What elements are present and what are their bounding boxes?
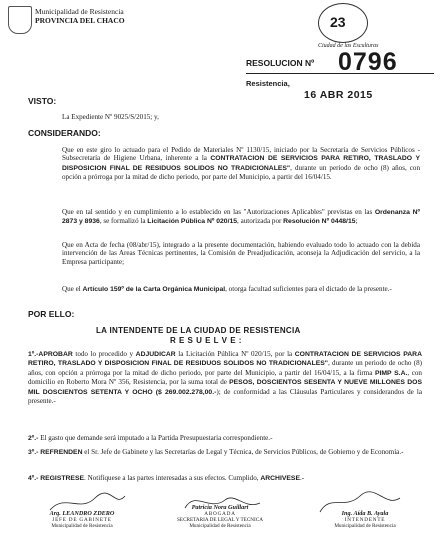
article-1: 1º.-APROBAR todo lo procedido y ADJUDICAR la Licitación Pública Nº 020/15, por la CONTRATACION DE SERVICIOS PARA RETIRO, TRASLADO Y DISPOSICION FINAL DE RESIDUOS SOLIDOS NO TRADICIONALES", durante un periodo de ocho (8) años, con opción a prórroga por la mitad de dicho periodo, por parte del Municipio, a partir del 16/04/15, a la firma PIMP S.A., con domicilio en Roberto Mora Nº 356, Resistencia, por la suma total de PESOS, DOSCIENTOS SESENTA Y NUEVE MILLONES DOS MIL DOSCIENTOS SETENTA Y OCHO ($ 269.002.278,00.-); de conformidad a las Cláusulas Particulares y considerandos de la presente.-	[28, 350, 422, 406]
considerando-p2: Que en tal sentido y en cumplimiento a lo establecido en las "Autorizaciones Aplicables" previstas en las Ordenanza Nº 2873 y 8936, se formalizó la Licitación Pública Nº 020/15, autorizada por Resolución Nº 0448/15;	[62, 208, 421, 226]
considerando-p4: Que el Artículo 159º de la Carta Orgánica Municipal, otorga facultad suficientes para el dictado de la presente.-	[62, 285, 392, 293]
considerando-p3: Que en Acta de fecha (08/abr/15), integrado a la presente documentación, habiendo evaluado todo lo actuado con la debida intervención de las Areas Técnicas pertinentes, la Comisión de Preadjudicación, aconseja la Adjudicación del servicio, a la Empresa participante;	[62, 241, 420, 266]
resolution-label: RESOLUCION Nº	[246, 58, 315, 68]
article-4: 4º.- REGISTRESE. Notifíquese a las partes interesadas a sus efectos. Cumplido, ARCHIVESE.-	[28, 474, 305, 482]
letterhead	[35, 7, 125, 25]
signature-intendente: Ing. Aída B. Ayala INTENDENTE Municipalidad de Resistencia	[334, 510, 396, 529]
considerando-heading: CONSIDERANDO:	[28, 128, 101, 138]
resuelve-line: R E S U E L V E :	[170, 336, 242, 345]
resolution-number: 0796	[338, 48, 398, 76]
signature-chief: Arq. LEANDRO ZDERO JEFE DE GABINETE Municipalidad de Resistencia	[49, 510, 115, 529]
intendente-line: LA INTENDENTE DE LA CIUDAD DE RESISTENCIA	[96, 326, 301, 335]
letterhead-line2: PROVINCIA DEL CHACO	[35, 16, 125, 25]
letterhead-line1: Municipalidad de Resistencia	[35, 7, 124, 16]
article-3: 3º.- REFRENDEN el Sr. Jefe de Gabinete y las Secretarías de Legal y Técnica, de Servicios Públicos, de Gobierno y de Economía.-	[28, 448, 404, 456]
signature-legal: Patricia Nora Guillart ABOGADA SECRETARIA DE LEGAL Y TECNICA Municipalidad de Resistencia	[177, 504, 263, 529]
considerando-p1: Que en este giro lo actuado para el Pedido de Materiales Nº 1130/15, iniciado por la Secretaría de Servicios Públicos - Subsecretaría de Higiene Urbana, inherente a la CONTRATACION DE SERVICIOS PARA RETIRO, TRASLADO Y DISPOSICION FINAL DE RESIDUOS SOLIDOS NO TRADICIONALES", durante un periodo de ocho (8) años, con opción a prórroga por la mitad de dicho periodo, por parte del Municipio, a partir del 16/04/15.	[62, 146, 420, 182]
por-ello-heading: POR ELLO:	[28, 309, 75, 319]
resolution-rule	[246, 73, 434, 74]
stamp-number: 23	[330, 14, 346, 30]
resolution-date: 16 ABR 2015	[304, 89, 373, 101]
stamp-city: Ciudad de las Esculturas	[318, 43, 379, 49]
municipal-emblem	[8, 6, 32, 34]
article-2: 2º.- El gasto que demande será imputado a la Partida Presupuestaria correspondiente.-	[28, 434, 273, 442]
visto-text: La Expediente Nº 9025/S/2015; y,	[62, 113, 159, 121]
resolution-place: Resistencia,	[246, 79, 290, 88]
visto-heading: VISTO:	[28, 96, 57, 106]
